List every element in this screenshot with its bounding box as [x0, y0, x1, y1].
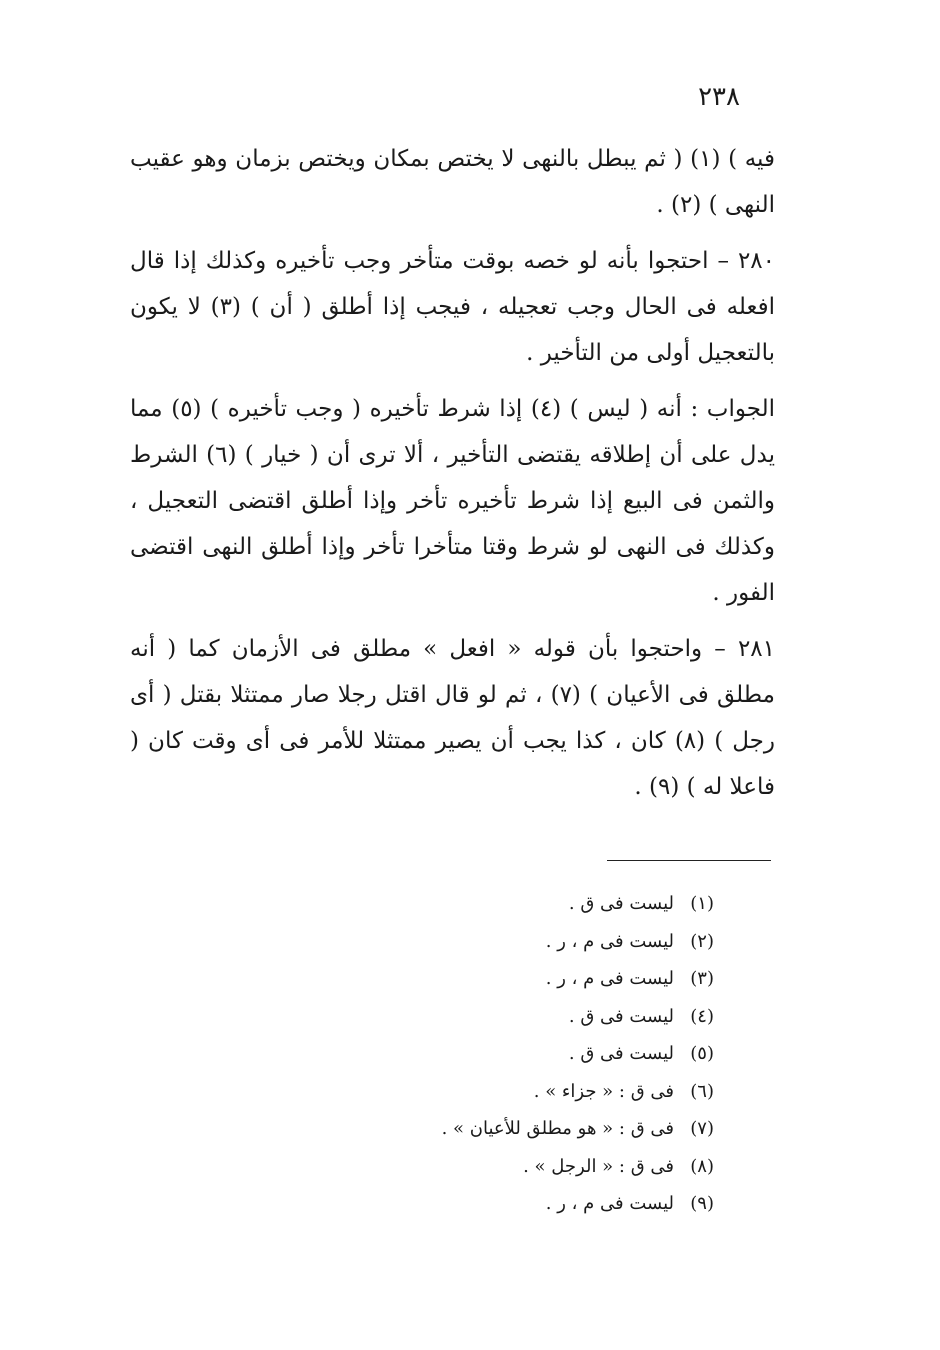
footnotes-list [194, 885, 714, 1223]
footnote-number: (١) [690, 893, 714, 914]
footnote-item [194, 1073, 714, 1111]
footnote-text: فى ق : « هو مطلق للأعيان » . [441, 1118, 674, 1139]
footnote-text: فى ق : « الرجل » . [523, 1155, 674, 1177]
footnote-text: فى ق : « جزاء » . [533, 1080, 674, 1102]
footnote-item [194, 1148, 714, 1186]
footnote-text: ليست فى ق . [568, 1043, 674, 1064]
footnote-item [194, 1110, 714, 1148]
footnote-text: ليست فى ق . [568, 893, 674, 914]
footnote-item [194, 923, 714, 961]
footnote-number: (٦) [690, 1080, 714, 1102]
footnote-number: (٩) [690, 1193, 714, 1214]
footnote-item [194, 998, 714, 1036]
footnote-number: (٥) [690, 1043, 714, 1064]
footnote-text: ليست فى م ، ر . [545, 930, 674, 952]
footnote-number: (٨) [690, 1155, 714, 1177]
footnote-item [194, 960, 714, 998]
paragraph: فيه ) (١) ( ثم يبطل بالنهى لا يختص بمكان ويختص بزمان وهو عقيب النهى ) (٢) . [130, 146, 775, 218]
footnote-item [194, 1185, 714, 1223]
footnote-number: (٤) [690, 1005, 714, 1027]
footnote-number: (٧) [690, 1118, 714, 1139]
footnote-item [194, 1035, 714, 1073]
footnote-divider [607, 860, 771, 861]
footnote-text: ليست فى م ، ر . [545, 1193, 674, 1214]
footnote-text: ليست فى ق . [568, 1005, 674, 1027]
paragraph: ٢٨١ – واحتجوا بأن قوله « افعل » مطلق فى الأزمان كما ( أنه مطلق فى الأعيان ) (٧) ، ثم لو قال اقتل رجلا صار ممتثلا بقتل ( أى رجل ) (٨) كان ، كذا يجب أن يصير ممتثلا للأمر فى أى وقت كان ( فاعلا له ) (٩) . [130, 636, 776, 800]
footnote-item [194, 885, 714, 923]
paragraph: ٢٨٠ – احتجوا بأنه لو خصه بوقت متأخر وجب تأخيره وكذلك إذا قال افعله فى الحال وجب تعجيله ، فيجب إذا أطلق ( أن ) (٣) لا يكون بالتعجيل أولى من التأخير . [130, 248, 775, 366]
footnote-number: (٢) [690, 930, 714, 952]
page-number: ٢٣٨ [698, 82, 740, 112]
footnote-text: ليست فى م ، ر . [545, 968, 674, 989]
paragraph: الجواب : أنه ( ليس ) (٤) إذا شرط تأخيره ( وجب تأخيره ) (٥) مما يدل على أن إطلاقه يقتضى التأخير ، ألا ترى أن ( خيار ) (٦) الشرط والثمن فى البيع إذا شرط تأخيره تأخر وإذا أطلق اقتضى التعجيل ، وكذلك فى النهى لو شرط وقتا متأخرا تأخر وإذا أطلق النهى اقتضى الفور . [130, 396, 775, 606]
footnote-number: (٣) [690, 968, 714, 989]
main-text [130, 136, 775, 820]
